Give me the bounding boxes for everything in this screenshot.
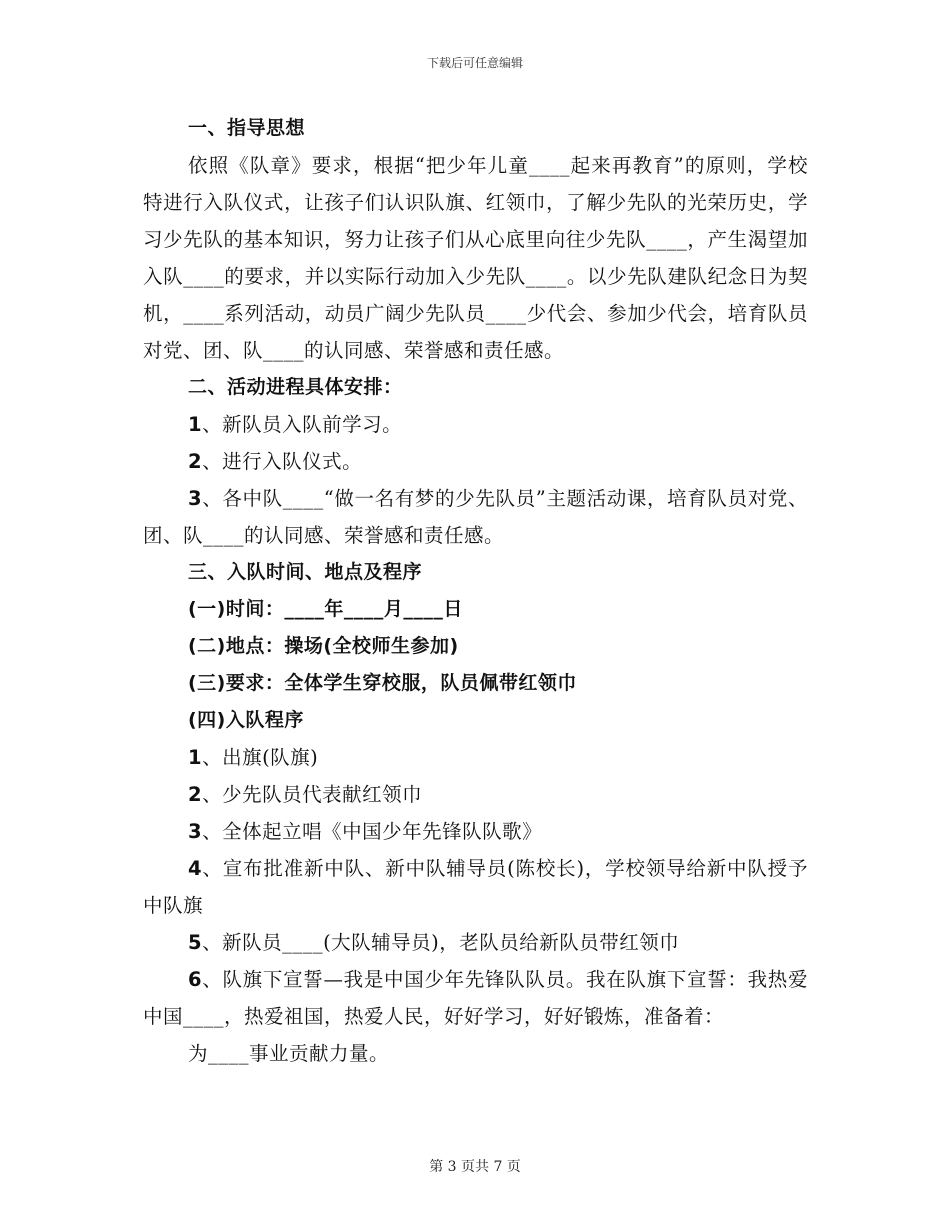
item-text: 、出旗(队旗) [202, 746, 319, 769]
item-number: 3 [188, 487, 203, 510]
item-number: 5 [188, 931, 203, 954]
item-text: 、宣布批准新中队、新中队辅导员(陈校长)，学校领导给新中队授予中队旗 [143, 857, 808, 917]
list-item [143, 776, 808, 813]
item-number: 2 [188, 450, 203, 473]
item-number: 6 [188, 968, 203, 991]
procedure-title: (四)入队程序 [188, 709, 304, 731]
header-note: 下载后可任意编辑 [426, 56, 523, 70]
item-text: 、进行入队仪式。 [202, 450, 363, 473]
item-number: 3 [188, 820, 203, 843]
oath-ending: 为____事业贡献力量。 [188, 1042, 390, 1065]
item-text: 、各中队____“做一名有梦的少先队员”主题活动课，培育队员对党、团、队____的认同感、荣誉感和责任感。 [143, 487, 808, 547]
item-text: 、新队员入队前学习。 [202, 413, 403, 436]
list-item [143, 813, 808, 850]
list-item [143, 406, 808, 443]
item-number: 2 [188, 783, 203, 806]
list-item [143, 443, 808, 480]
section-1-title: 一、指导思想 [188, 117, 306, 139]
list-item [143, 961, 808, 1035]
list-item [143, 924, 808, 961]
section-1-body: 依照《队章》要求，根据“把少年儿童____起来再教育”的原则，学校特进行入队仪式，让孩子们认识队旗、红领巾，了解少先队的光荣历史，学习少先队的基本知识，努力让孩子们从心底里向往少先队____，产生渴望加入队____的要求，并以实际行动加入少先队____。以少先队建队纪念日为契机，____系列活动，动员广阔少先队员____少代会、参加少代会，培育队员对党、团、队____的认同感、荣誉感和责任感。 [143, 154, 808, 362]
requirement-line: (三)要求：全体学生穿校服，队员佩带红领巾 [188, 672, 577, 694]
item-number: 1 [188, 413, 203, 436]
list-item [143, 739, 808, 776]
place-line: (二)地点：操场(全校师生参加) [188, 635, 459, 657]
list-item [143, 480, 808, 554]
time-line: (一)时间：____年____月____日 [188, 598, 463, 620]
item-number: 1 [188, 746, 203, 769]
item-number: 4 [188, 857, 203, 880]
page-footer: 第 3 页共 7 页 [429, 1159, 521, 1175]
list-item [143, 850, 808, 924]
section-3-title: 三、入队时间、地点及程序 [188, 561, 423, 583]
item-text: 、全体起立唱《中国少年先锋队队歌》 [202, 820, 543, 843]
document-body [143, 110, 808, 1072]
item-text: 、队旗下宣誓—我是中国少年先锋队队员。我在队旗下宣誓：我热爱中国____，热爱祖国，热爱人民，好好学习，好好锻炼，准备着： [143, 968, 808, 1028]
section-2-title: 二、活动进程具体安排： [188, 376, 403, 398]
item-text: 、少先队员代表献红领巾 [202, 783, 423, 806]
item-text: 、新队员____(大队辅导员)，老队员给新队员带红领巾 [202, 931, 680, 954]
